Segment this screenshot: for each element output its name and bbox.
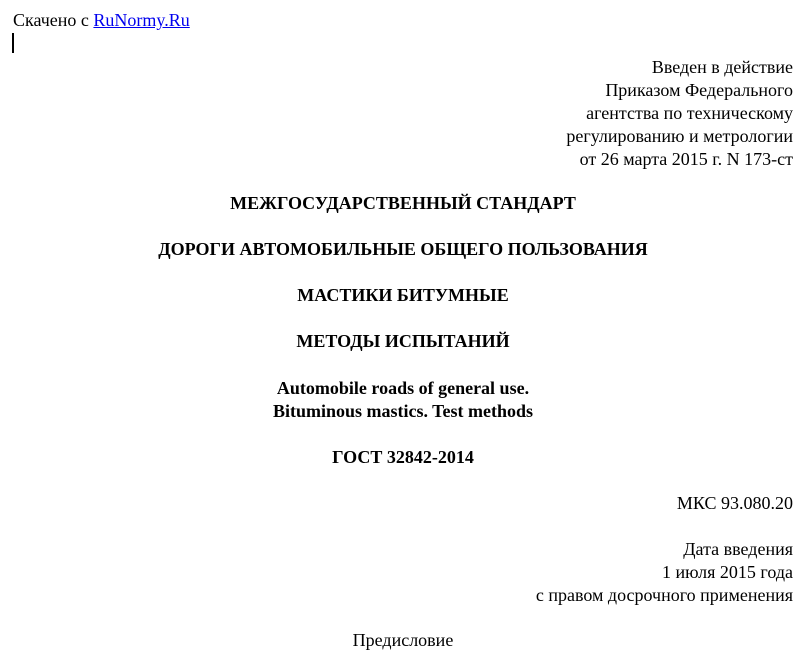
roads-heading: ДОРОГИ АВТОМОБИЛЬНЫЕ ОБЩЕГО ПОЛЬЗОВАНИЯ [158,239,648,259]
approval-line: регулированию и метрологии [566,126,793,146]
foreword-heading: Предисловие [352,630,454,650]
mastics-heading: МАСТИКИ БИТУМНЫЕ [297,285,509,305]
approval-line: Введен в действие [651,57,793,77]
intro-date-line: Дата введения [683,539,793,559]
approval-line: от 26 марта 2015 г. N 173-ст [579,149,793,169]
intro-date-line: с правом досрочного применения [535,585,793,605]
gost-number: ГОСТ 32842-2014 [332,447,474,467]
english-title [0,377,799,423]
source-line [13,9,190,32]
text-cursor [12,33,14,53]
intro-date-block [536,538,793,607]
english-title-line: Bituminous mastics. Test methods [272,401,534,421]
intro-date-line: 1 июля 2015 года [662,562,793,582]
approval-line: агентства по техническому [586,103,793,123]
approval-line: Приказом Федерального [605,80,793,100]
source-prefix: Скачено с [13,10,94,30]
english-title-line: Automobile roads of general use. [276,378,530,398]
approval-block [566,56,793,171]
interstate-standard-heading: МЕЖГОСУДАРСТВЕННЫЙ СТАНДАРТ [230,193,576,213]
runormy-link[interactable]: RuNormy.Ru [93,10,190,30]
mks-code: МКС 93.080.20 [676,493,793,513]
methods-heading: МЕТОДЫ ИСПЫТАНИЙ [296,331,510,351]
